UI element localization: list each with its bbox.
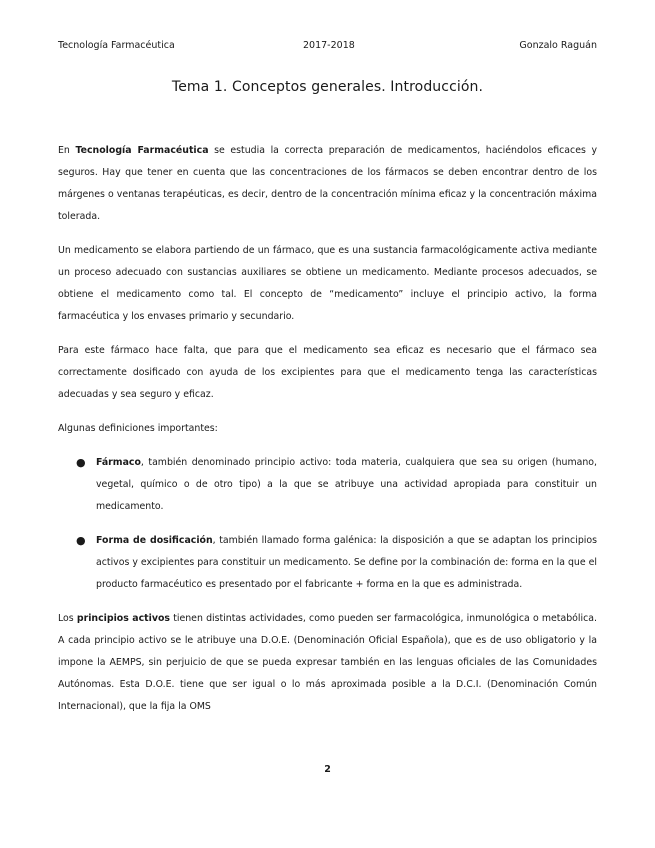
list-item [58, 452, 597, 518]
definition-term: Fármaco [96, 457, 141, 468]
paragraph-principios-activos [58, 608, 597, 718]
header-year: 2017-2018 [303, 40, 355, 51]
header-subject: Tecnología Farmacéutica [58, 40, 175, 51]
p5-pre: Los [58, 613, 77, 624]
p5-bold: principios activos [76, 613, 170, 624]
bullet-icon: ● [76, 534, 86, 547]
page-title: Tema 1. Conceptos generales. Introducción. [171, 79, 484, 95]
p1-bold: Tecnología Farmacéutica [75, 145, 209, 156]
definition-text: , también llamado forma galénica: la disposición a que se adaptan los principios activos y excipientes para constituir un medicamento. Se define por la combinación de: forma en la que el producto farmacéutico es presentado por el fabricante + forma en la que es administrada. [96, 535, 597, 590]
definition-term: Forma de dosificación [96, 535, 213, 546]
paragraph-definitions-intro: Algunas definiciones importantes: [58, 423, 218, 434]
p1-post: se estudia la correcta preparación de medicamentos, haciéndolos eficaces y seguros. Hay que tener en cuenta que las concentraciones de los fármacos se deben encontrar dentro de los márgenes o ventanas terapéuticas, es decir, dentro de la concentración mínima eficaz y la concentración máxima tolerada. [58, 145, 597, 222]
list-item [58, 530, 597, 596]
page-number: 2 [324, 764, 331, 775]
definition-text: , también denominado principio activo: toda materia, cualquiera que sea su origen (humano, vegetal, químico o de otro tipo) a la que se atribuye una actividad apropiada para constituir un medicamento. [96, 457, 597, 512]
header-author: Gonzalo Raguán [519, 40, 597, 51]
paragraph-dosificacion: Para este fármaco hace falta, que para que el medicamento sea eficaz es necesario que el fármaco sea correctamente dosificado con ayuda de los excipientes para que el medicamento tenga las características adecuadas y sea seguro y eficaz. [58, 345, 597, 400]
p1-pre: En [58, 145, 76, 156]
document-body [58, 140, 597, 730]
paragraph-medicamento: Un medicamento se elabora partiendo de un fármaco, que es una sustancia farmacológicamente activa mediante un proceso adecuado con sustancias auxiliares se obtiene un medicamento. Mediante procesos adecuados, se obtiene el medicamento como tal. El concepto de “medicamento” incluye el principio activo, la forma farmacéutica y los envases primario y secundario. [58, 245, 597, 322]
definitions-list [58, 452, 597, 596]
bullet-icon: ● [76, 456, 86, 469]
paragraph-intro [58, 140, 597, 228]
p5-post: tienen distintas actividades, como pueden ser farmacológica, inmunológica o metabólica. A cada principio activo se le atribuye una D.O.E. (Denominación Oficial Española), que es de uso obligatorio y la impone la AEMPS, sin perjuicio de que se pueda expresar también en las lenguas oficiales de las Comunidades Autónomas. Esta D.O.E. tiene que ser igual o lo más aproximada posible a la D.C.I. (Denominación Común Internacional), que la fija la OMS [58, 613, 597, 712]
page-header [58, 40, 597, 54]
